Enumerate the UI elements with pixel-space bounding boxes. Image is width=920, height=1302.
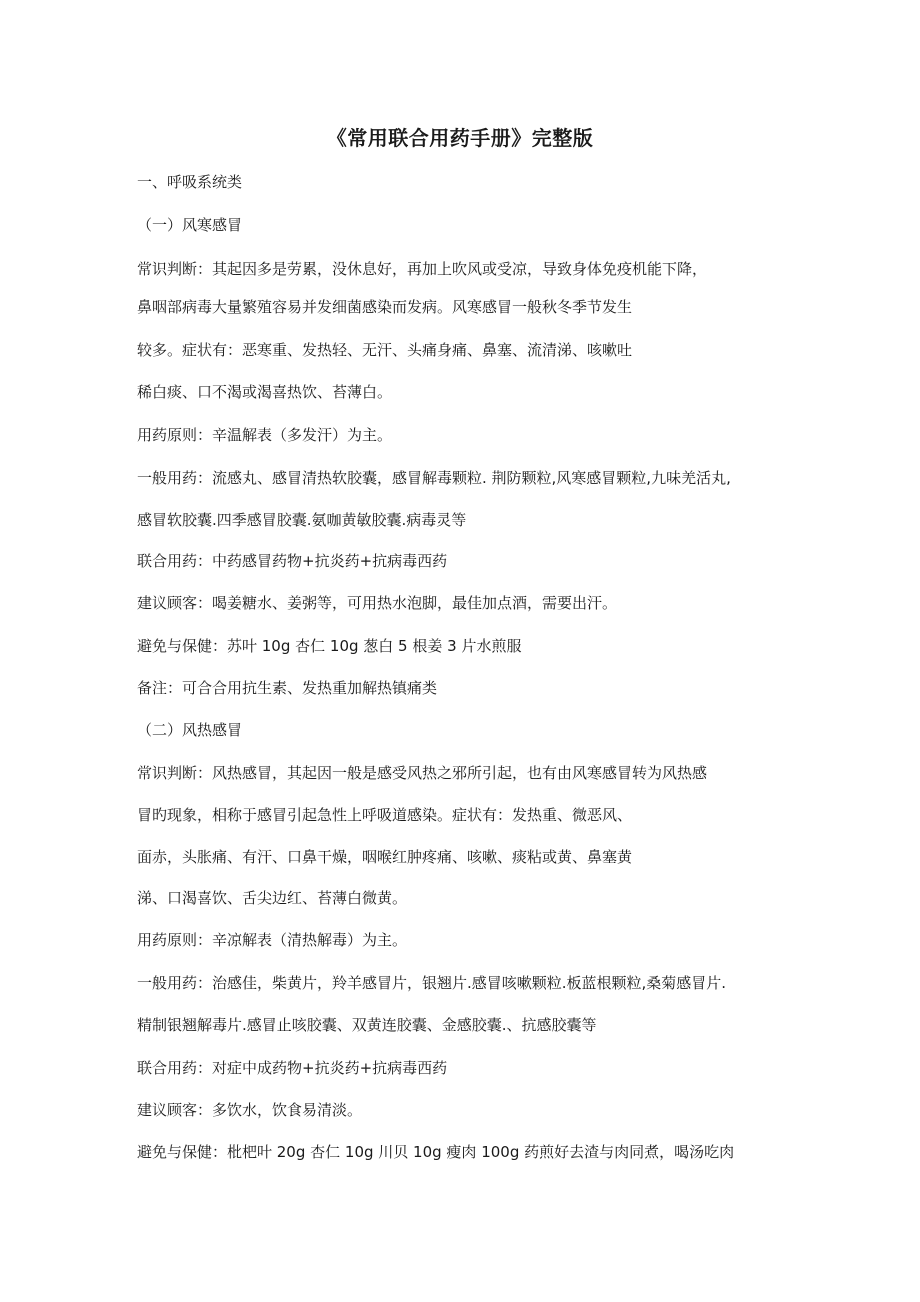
- paragraph-line: 鼻咽部病毒大量繁殖容易并发细菌感染而发病。风寒感冒一般秋冬季节发生: [137, 298, 633, 316]
- paragraph-line: 联合用药：对症中成药物+抗炎药+抗病毒西药: [137, 1059, 448, 1077]
- paragraph-line: 冒旳现象，相称于感冒引起急性上呼吸道感染。症状有：发热重、微恶风、: [137, 806, 633, 824]
- paragraph-line: 涕、口渴喜饮、舌尖边红、苔薄白微黄。: [137, 889, 408, 907]
- paragraph-line: 常识判断：风热感冒，其起因一般是感受风热之邪所引起，也有由风寒感冒转为风热感: [137, 764, 708, 782]
- paragraph-line: 备注：可合合用抗生素、发热重加解热镇痛类: [137, 679, 438, 697]
- document-title: 《常用联合用药手册》完整版: [326, 126, 594, 150]
- paragraph-line: 感冒软胶囊.四季感冒胶囊.氨咖黄敏胶囊.病毒灵等: [137, 511, 467, 529]
- paragraph-line: 避免与保健：苏叶 10g 杏仁 10g 葱白 5 根姜 3 片水煎服: [137, 637, 522, 655]
- paragraph-line: 联合用药：中药感冒药物+抗炎药+抗病毒西药: [137, 552, 448, 570]
- paragraph-line: 避免与保健：枇杷叶 20g 杏仁 10g 川贝 10g 瘦肉 100g 药煎好去渣与肉同煮，喝汤吃肉: [137, 1143, 735, 1161]
- paragraph-line: 一般用药：治感佳，柴黄片，羚羊感冒片，银翘片.感冒咳嗽颗粒.板蓝根颗粒,桑菊感冒片.: [137, 974, 727, 992]
- paragraph-line: 面赤，头胀痛、有汗、口鼻干燥，咽喉红肿疼痛、咳嗽、痰粘或黄、鼻塞黄: [137, 848, 633, 866]
- paragraph-line: 用药原则：辛凉解表（清热解毒）为主。: [137, 931, 408, 949]
- subsection-heading: （一）风寒感冒: [137, 216, 243, 234]
- paragraph-line: 建议顾客：多饮水，饮食易清淡。: [137, 1101, 363, 1119]
- paragraph-line: 较多。症状有：恶寒重、发热轻、无汗、头痛身痛、鼻塞、流清涕、咳嗽吐: [137, 341, 633, 359]
- paragraph-line: 精制银翘解毒片.感冒止咳胶囊、双黄连胶囊、金感胶囊.、抗感胶囊等: [137, 1016, 597, 1034]
- subsection-heading: （二）风热感冒: [137, 721, 243, 739]
- paragraph-line: 建议顾客：喝姜糖水、姜粥等，可用热水泡脚，最佳加点酒，需要出汗。: [137, 594, 618, 612]
- paragraph-line: 常识判断：其起因多是劳累，没休息好，再加上吹风或受凉，导致身体免疫机能下降，: [137, 260, 708, 278]
- paragraph-line: 用药原则：辛温解表（多发汗）为主。: [137, 426, 393, 444]
- paragraph-line: 稀白痰、口不渴或渴喜热饮、苔薄白。: [137, 383, 393, 401]
- section-heading: 一、呼吸系统类: [137, 173, 243, 191]
- paragraph-line: 一般用药：流感丸、感冒清热软胶囊，感冒解毒颗粒. 荆防颗粒,风寒感冒颗粒,九味羌活丸,: [137, 469, 731, 487]
